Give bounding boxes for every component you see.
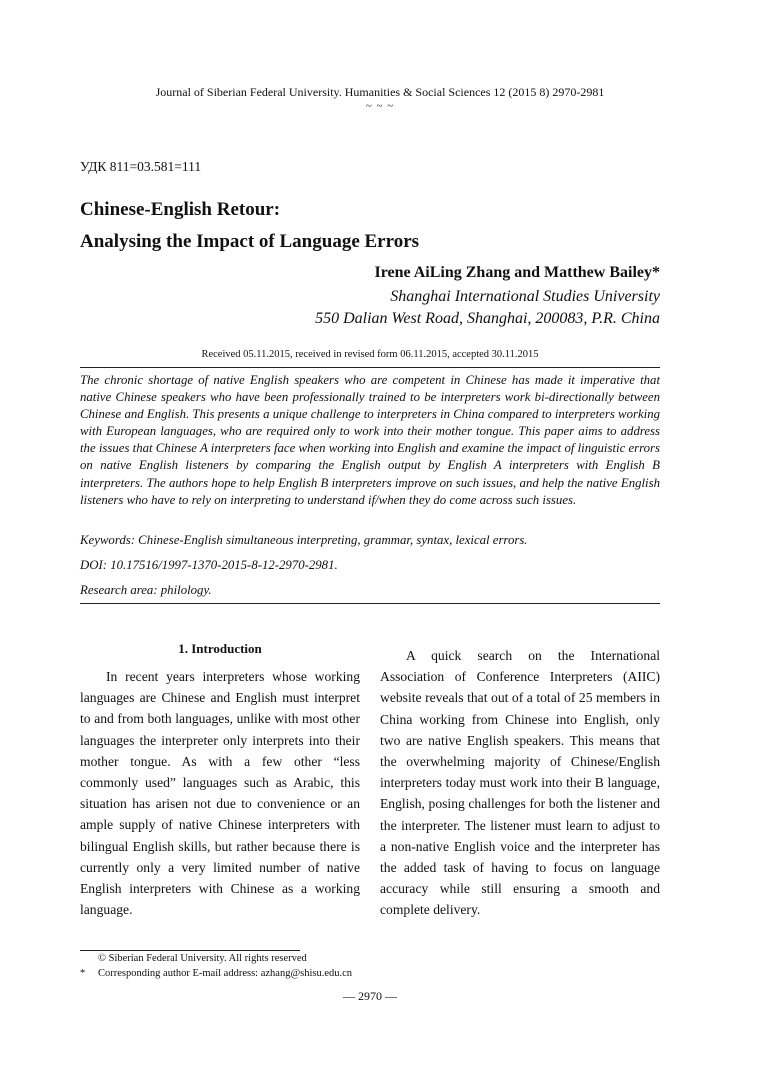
affiliation-university: Shanghai International Studies University (390, 288, 660, 305)
affiliation-address: 550 Dalian West Road, Shanghai, 200083, P.R. China (315, 310, 660, 327)
udk-code: УДК 811=03.581=111 (80, 159, 202, 174)
keywords: Keywords: Chinese-English simultaneous interpreting, grammar, syntax, lexical errors. (80, 533, 528, 547)
research-area: Research area: philology. (80, 583, 212, 597)
article-title (80, 194, 419, 258)
left-column (80, 666, 360, 920)
footnote-rule (80, 950, 300, 951)
abstract: The chronic shortage of native English speakers who are competent in Chinese has made it imperative that native Chinese speakers who have been professionally trained to be interpreters work bi-directionally between Chinese and English. This presents a unique challenge to interpreters in China compared to interpreters working with European languages, who are required only to work into their mother tongue. This paper aims to address the issues that Chinese A interpreters face when working into English and examine the impact of linguistic errors on native English listeners by comparing the English output by English A interpreters with English B interpreters. The authors hope to help English B interpreters improve on such issues, and help the native English listeners who have to rely on interpreting to understand if/when they do come across such issues. (80, 373, 660, 507)
header-ornament: ~ ~ ~ (365, 100, 395, 112)
journal-header: Journal of Siberian Federal University. Humanities & Social Sciences 12 (2015 8) 2970-2981 (155, 85, 605, 99)
title-line-2: Analysing the Impact of Language Errors (80, 231, 420, 252)
title-line-1: Chinese-English Retour: (80, 199, 281, 220)
received-dates: Received 05.11.2015, received in revised form 06.11.2015, accepted 30.11.2015 (201, 349, 539, 360)
right-column (380, 645, 660, 921)
intro-paragraph-1: In recent years interpreters whose working languages are Chinese and English must interpret to and from both languages, unlike with most other languages the interpreter only interprets into their mother tongue. As with a few other “less commonly used” languages such as Arabic, this situation has arisen not due to convenience or an ample supply of native Chinese interpreters with bilingual English skills, but rather because there is currently only a very limited number of native English interpreters with Chinese as a working language. (80, 669, 360, 918)
footnote-corresponding: Corresponding author E-mail address: azhang@shisu.edu.cn (98, 968, 353, 979)
abstract-top-rule (80, 367, 660, 368)
doi: DOI: 10.17516/1997-1370-2015-8-12-2970-2981. (80, 558, 338, 572)
abstract-bottom-rule (80, 603, 660, 604)
page-number: — 2970 — (343, 989, 397, 1003)
section-heading: 1. Introduction (178, 641, 262, 656)
footnote-copyright: © Siberian Federal University. All rights reserved (98, 953, 307, 964)
authors: Irene AiLing Zhang and Matthew Bailey* (374, 264, 660, 281)
footnote-star: * (80, 968, 86, 979)
intro-paragraph-2: A quick search on the International Association of Conference Interpreters (AIIC) website reveals that out of a total of 25 members in China working from Chinese into English, only two are native English speakers. This means that the overwhelming majority of Chinese/English interpreters today must work into their B language, English, posing challenges for both the listener and the interpreter. The listener must learn to adjust to a non-native English voice and the interpreter has the added task of having to focus on language accuracy while still ensuring a smooth and complete delivery. (380, 648, 660, 918)
